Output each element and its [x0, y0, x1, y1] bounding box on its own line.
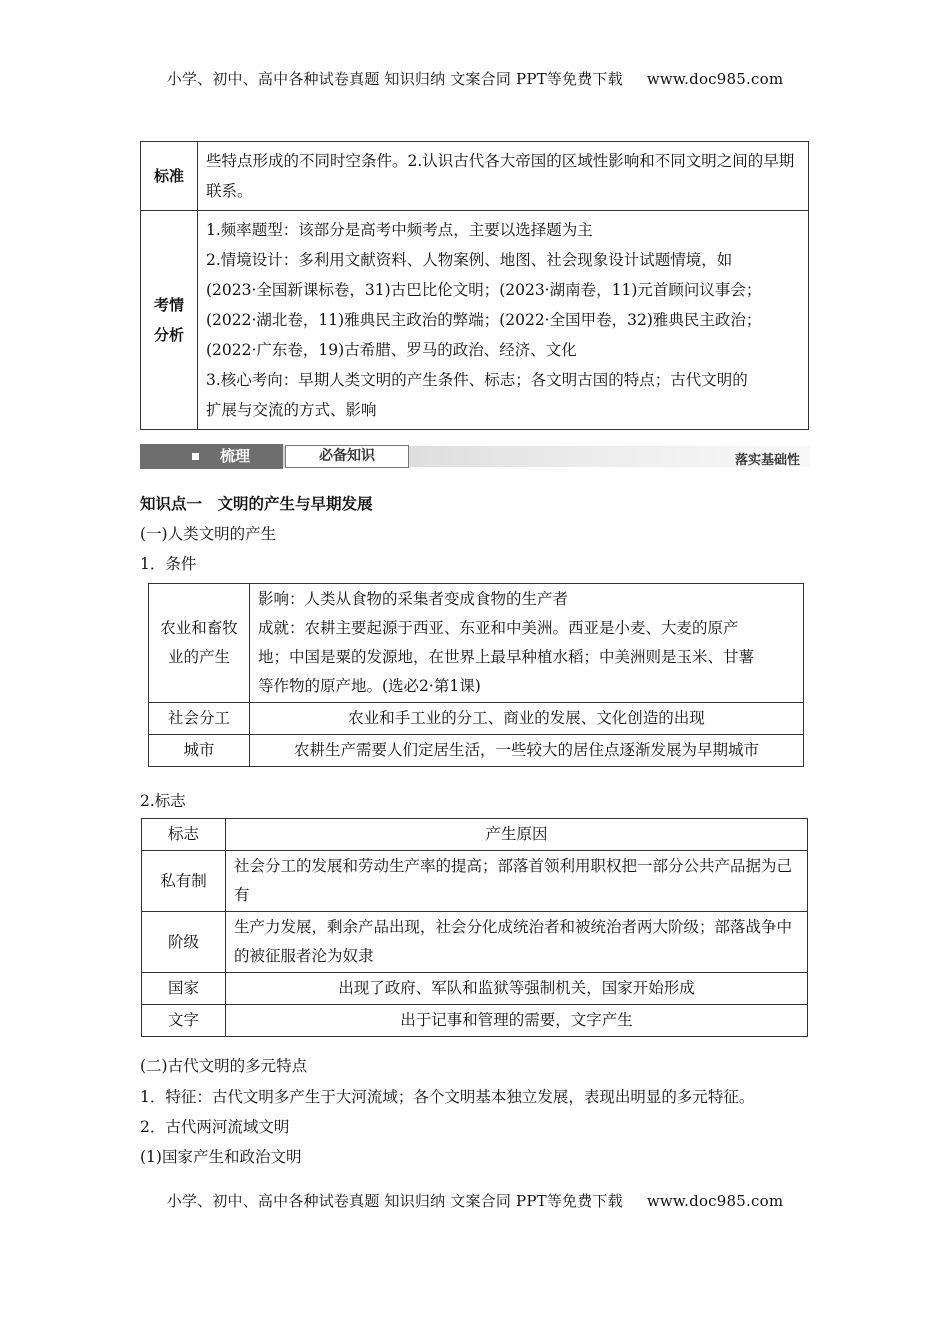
row-label: [149, 584, 250, 703]
analysis-line: 2.情境设计：多利用文献资料、人物案例、地图、社会现象设计试题情境，如: [206, 251, 733, 269]
header-site-link[interactable]: www.doc985.com: [646, 70, 784, 88]
banner-box-text: 必备知识: [285, 445, 409, 468]
analysis-line: (2022·湖北卷，11)雅典民主政治的弊端；(2022·全国甲卷，32)雅典民主政治；: [206, 311, 762, 329]
analysis-label-line: 分析: [153, 326, 184, 344]
column-header: 标志: [142, 819, 226, 851]
page-header: [0, 68, 950, 89]
footer-site-link[interactable]: www.doc985.com: [646, 1192, 784, 1210]
row-content: 农耕生产需要人们定居生活，一些较大的居住点逐渐发展为早期城市: [250, 735, 804, 767]
analysis-line: 扩展与交流的方式、影响: [206, 401, 377, 419]
subsection-heading: (一)人类文明的产生: [140, 525, 277, 543]
row-label-analysis: [141, 211, 198, 430]
analysis-label-line: 考情: [153, 296, 184, 314]
content-line: 影响：人类从食物的采集者变成食物的生产者: [258, 590, 569, 608]
row-label: 国家: [142, 973, 226, 1005]
section-banner: [140, 444, 810, 469]
content-line: 等作物的原产地。(选必2·第1课): [258, 677, 481, 695]
table-row: [141, 142, 809, 211]
standard-text: 些特点形成的不同时空条件。2.认识古代各大帝国的区域性影响和不同文明之间的早期联系。: [198, 142, 809, 211]
row-content: [250, 584, 804, 703]
banner-right-text: 落实基础性: [734, 453, 800, 468]
table-row: [142, 1005, 808, 1037]
row-label: 阶级: [142, 912, 226, 973]
row-content: 农业和手工业的分工、商业的发展、文化创造的出现: [250, 703, 804, 735]
banner-label: [140, 444, 283, 469]
standards-analysis-table: [140, 141, 809, 430]
item-heading: 2.标志: [140, 792, 186, 810]
row-content: 出现了政府、军队和监狱等强制机关，国家开始形成: [226, 973, 808, 1005]
analysis-text: [198, 211, 809, 430]
square-bullet-icon: [192, 453, 199, 460]
table-row: [142, 912, 808, 973]
paragraph: 1．特征：古代文明多产生于大河流域；各个文明基本独立发展，表现出明显的多元特征。: [140, 1088, 755, 1106]
analysis-line: 3.核心考向：早期人类文明的产生条件、标志；各文明古国的特点；古代文明的: [206, 371, 748, 389]
row-label-standard: 标准: [141, 142, 198, 211]
content-line: 地；中国是粟的发源地，在世界上最早种植水稻；中美洲则是玉米、甘薯: [258, 648, 755, 666]
row-label: 城市: [149, 735, 250, 767]
row-content: 出于记事和管理的需要，文字产生: [226, 1005, 808, 1037]
banner-left-text: 梳理: [220, 447, 251, 465]
paragraph: 2．古代两河流域文明: [140, 1118, 290, 1136]
page-footer: [0, 1190, 950, 1211]
row-content: 社会分工的发展和劳动生产率的提高；部落首领利用职权把一部分公共产品据为己有: [226, 851, 808, 912]
row-label-line: 农业和畜牧: [160, 619, 238, 637]
table-row: [149, 703, 804, 735]
analysis-line: 1.频率题型：该部分是高考中频考点，主要以选择题为主: [206, 221, 593, 239]
table-row: [142, 973, 808, 1005]
footer-text: 小学、初中、高中各种试卷真题 知识归纳 文案合同 PPT等免费下载: [166, 1192, 623, 1210]
subsection-heading: (二)古代文明的多元特点: [140, 1057, 308, 1075]
analysis-line: (2022·广东卷，19)古希腊、罗马的政治、经济、文化: [206, 341, 577, 359]
table-row: [141, 211, 809, 430]
table-row: [149, 584, 804, 703]
content-line: 成就：农耕主要起源于西亚、东亚和中美洲。西亚是小麦、大麦的原产: [258, 619, 739, 637]
table-header-row: [142, 819, 808, 851]
column-header: 产生原因: [226, 819, 808, 851]
row-label: 文字: [142, 1005, 226, 1037]
table-row: [149, 735, 804, 767]
item-heading: 1．条件: [140, 555, 197, 573]
signs-table: [141, 818, 808, 1037]
row-label-line: 业的产生: [167, 648, 230, 666]
analysis-line: (2023·全国新课标卷，31)古巴比伦文明；(2023·湖南卷，11)元首顾问议事会；: [206, 281, 762, 299]
row-label: 私有制: [142, 851, 226, 912]
row-label: 社会分工: [149, 703, 250, 735]
header-text: 小学、初中、高中各种试卷真题 知识归纳 文案合同 PPT等免费下载: [166, 70, 623, 88]
section-title: 知识点一 文明的产生与早期发展: [140, 495, 373, 513]
paragraph: (1)国家产生和政治文明: [140, 1148, 302, 1166]
table-row: [142, 851, 808, 912]
conditions-table: [148, 583, 804, 767]
row-content: 生产力发展，剩余产品出现，社会分化成统治者和被统治者两大阶级；部落战争中的被征服者沦为奴隶: [226, 912, 808, 973]
